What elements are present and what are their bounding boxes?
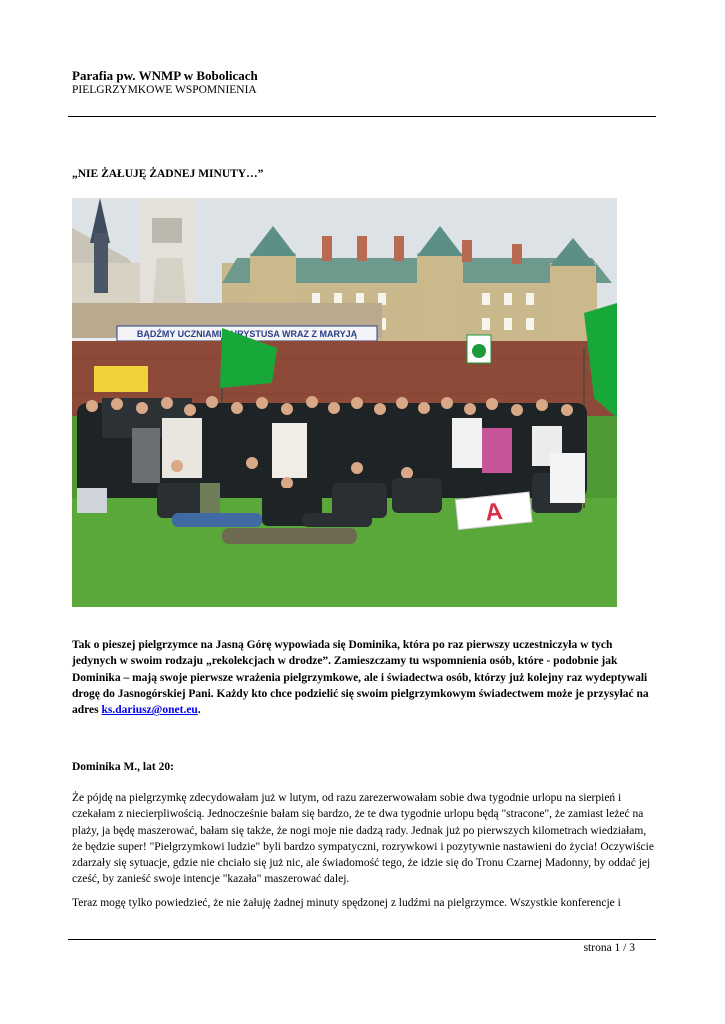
header-rule xyxy=(68,116,656,117)
article-title: „NIE ŻAŁUJĘ ŻADNEJ MINUTY…” xyxy=(72,168,264,180)
footer-rule xyxy=(68,939,656,940)
intro-text: Tak o pieszej pielgrzymce na Jasną Górę wypowiada się Dominika, która po raz pierwszy uczestniczyła w tych jedynych w swoim rodzaju „rekolekcjach w drodze”. Zamieszczamy tu wspomnienia osób, które - podobnie jak Dominika – mają swoje pierwsze wrażenia pielgrzymkowe, ale i świadectwa osób, którzy już kolejny raz wydeptywali drogę do Jasnogórskiej Pani. Każdy kto chce podzielić się swoim pielgrzymkowym świadectwem może je przysyłać na adres xyxy=(72,639,649,717)
email-link[interactable]: ks.dariusz@onet.eu xyxy=(101,704,198,717)
paragraph-2: Teraz mogę tylko powiedzieć, że nie żałuję żadnej minuty spędzonej z ludźmi na pielgrzymce. Wszystkie konferencje i xyxy=(72,897,621,909)
pilgrims-group-photo xyxy=(72,198,617,607)
author-heading: Dominika M., lat 20: xyxy=(72,761,174,773)
paragraph-1: Że pójdę na pielgrzymkę zdecydowałam już w lutym, od razu zarezerwowałam sobie dwa tygodnie urlopu na sierpień i czekałam z niecierpliwością. Jednocześnie bałam się bardzo, że te dwa tygodnie urlopu będą "stracone", że zamiast leżeć na plaży, ja będę maszerować, bałam się także, że nogi moje nie dadzą rady. Jednak już po pierwszych kilometrach wiedziałam, że będzie super! "Pielgrzymkowi ludzie" byli bardzo sympatyczni, rozrywkowi i pozytywnie nastawieni do życia! Oczywiście zdarzały się sytuacje, gdzie nie chciało się już nic, ale świadomość tego, że idzie się do Tronu Czarnej Madonny, by oddać jej cześć, by zanieść swoje intencje "kazała" maszerować dalej. xyxy=(72,792,654,886)
header-title: Parafia pw. WNMP w Bobolicach xyxy=(72,68,258,83)
article-intro xyxy=(72,637,654,718)
header-subtitle: PIELGRZYMKOWE WSPOMNIENIA xyxy=(72,84,257,96)
banner-text: BĄDŹMY UCZNIAMI CHRYSTUSA WRAZ Z MARYJĄ xyxy=(136,329,358,339)
intro-end: . xyxy=(197,704,201,717)
page-number: strona 1 / 3 xyxy=(583,942,635,954)
photo-sign-letter: A xyxy=(483,497,504,527)
